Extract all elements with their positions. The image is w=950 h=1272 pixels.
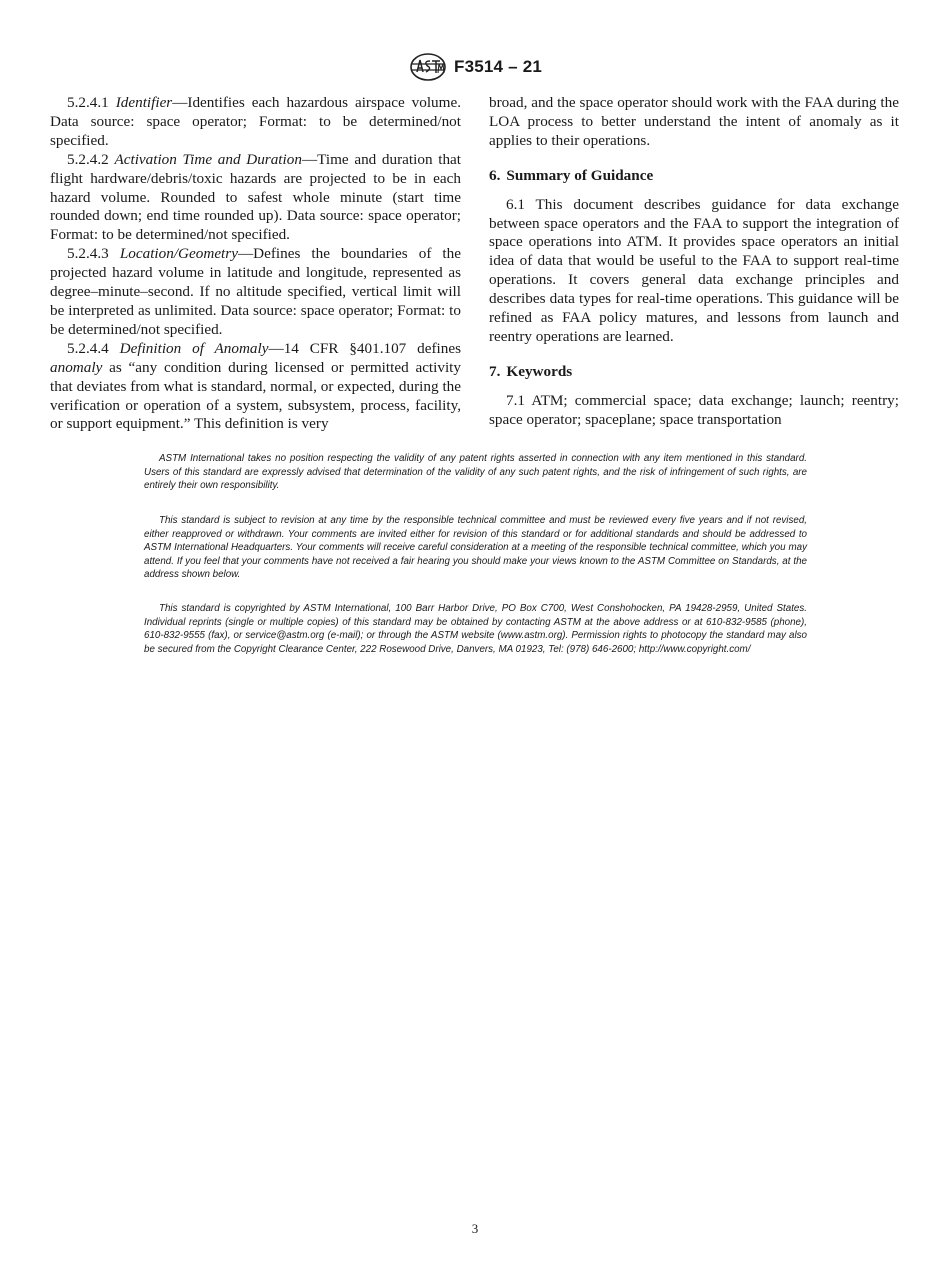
paragraph-number: 5.2.4.1 (67, 94, 109, 111)
paragraph-text: as “any condition during licensed or permitted activity that deviates from what is standard, normal, or expected, during the verification or operation of a system, subsystem, process, facility, or support equipment.” This definition is very (50, 358, 461, 433)
paragraph-5-2-4-4 (50, 340, 461, 435)
section-title: Summary of Guidance (506, 166, 654, 184)
paragraph-text: —Identifies each hazardous airspace volume. Data source: space operator; Format: to be determined/not specified. (50, 94, 461, 149)
continuation-paragraph: broad, and the space operator should work with the FAA during the LOA process to better understand the intent of anomaly as it applies to their operations. (489, 94, 899, 149)
paragraph-text: —Time and duration that flight hardware/debris/toxic hazards are projected to be in each hazard volume. Rounded to safest whole minute (start time rounded down; end time rounded up). Data source: space operator; Format: to be determined/not specified. (50, 150, 461, 244)
paragraph-5-2-4-3 (50, 245, 461, 340)
term-identifier: Identifier (115, 94, 173, 111)
section-number: 7. (489, 362, 501, 380)
left-column (50, 94, 461, 434)
paragraph-5-2-4-1 (50, 94, 461, 151)
section-number: 6. (489, 166, 501, 184)
term-activation-time: Activation Time and Duration (114, 150, 302, 168)
term-anomaly: anomaly (50, 358, 103, 376)
paragraph-text: This document describes guidance for data exchange between space operators and the FAA to support the integration of space operations into ATM. It provides space operators an initial idea of data that would be useful to the FAA to support real-time operations. It covers general data exchange principles and describes data types for real-time operations. This guidance will be refined as FAA policy matures, and lessons from launch and reentry operations are learned. (489, 195, 899, 345)
astm-logo-icon (408, 52, 448, 82)
paragraph-number: 7.1 (506, 391, 525, 409)
copyright-notice: This standard is copyrighted by ASTM International, 100 Barr Harbor Drive, PO Box C700, West Conshohocken, PA 19428-2959, United States. Individual reprints (single or multiple copies) of this standard may be obtained by contacting ASTM at the above address or at 610-832-9585 (phone), 610-832-9555 (fax), or service@astm.org (e-mail); or through the ASTM website (www.astm.org). Permission rights to photocopy the standard may also be secured from the Copyright Clearance Center, 222 Rosewood Drive, Danvers, MA 01923, Tel: (978) 646-2600; http://www.copyright.com/ (144, 603, 807, 655)
paragraph-5-2-4-2 (50, 151, 461, 246)
term-definition-of-anomaly: Definition of Anomaly (119, 339, 269, 357)
section-heading-7 (489, 363, 899, 382)
right-column (489, 94, 899, 430)
section-heading-6 (489, 167, 899, 186)
section-title: Keywords (506, 362, 573, 380)
paragraph-number: 6.1 (506, 195, 525, 213)
document-designation: F3514 – 21 (453, 57, 542, 76)
paragraph-number: 5.2.4.2 (67, 150, 109, 168)
patent-notice: ASTM International takes no position respecting the validity of any patent rights asserted in connection with any item mentioned in this standard. Users of this standard are expressly advised that determination of the validity of any such patent rights, and the risk of infringement of such rights, are entirely their own responsibility. (144, 453, 807, 492)
paragraph-number: 5.2.4.3 (67, 245, 109, 263)
paragraph-7-1 (489, 392, 899, 430)
paragraph-number: 5.2.4.4 (67, 339, 109, 357)
paragraph-text: —14 CFR §401.107 defines (268, 339, 461, 357)
page-number: 3 (471, 1221, 479, 1236)
term-location-geometry: Location/Geometry (119, 245, 238, 263)
revision-notice: This standard is subject to revision at any time by the responsible technical committee and must be reviewed every five years and if not revised, either reapproved or withdrawn. Your comments are invited either for revision of this standard or for additional standards and should be addressed to ASTM International Headquarters. Your comments will receive careful consideration at a meeting of the responsible technical committee, which you may attend. If you feel that your comments have not received a fair hearing you should make your views known to the ASTM Committee on Standards, at the address shown below. (144, 515, 807, 581)
paragraph-text: ATM; commercial space; data exchange; launch; reentry; space operator; spaceplane; space transportation (489, 391, 899, 428)
paragraph-6-1 (489, 196, 899, 347)
paragraph-text: —Defines the boundaries of the projected hazard volume in latitude and longitude, represented as degree–minute–second. If no altitude specified, vertical limit will be interpreted as unlimited. Data source: space operator; Format: to be determined/not specified. (50, 245, 461, 338)
page-header (0, 52, 950, 86)
